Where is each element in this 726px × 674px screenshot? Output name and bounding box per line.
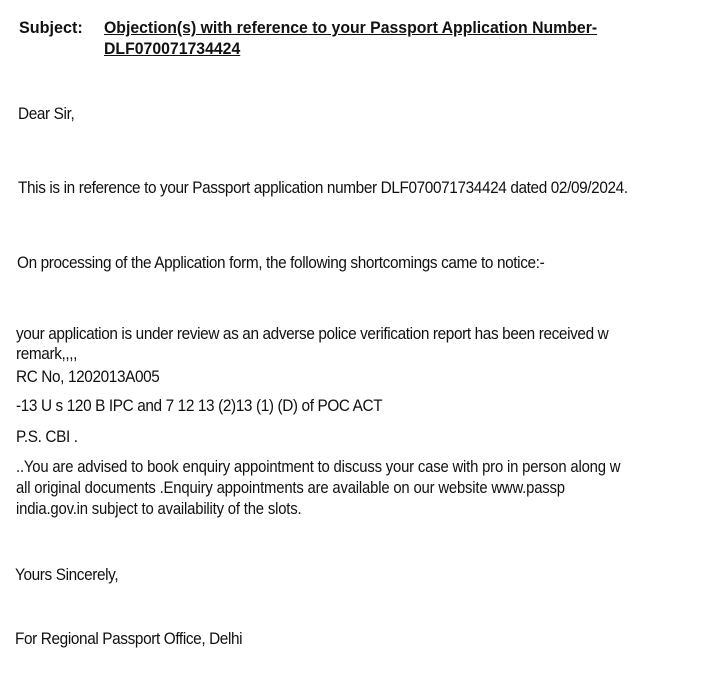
advice-line-2: all original documents .Enquiry appointments are available on our website www.passp xyxy=(16,479,565,497)
shortcoming-line-1: your application is under review as an adverse police verification report has been received w xyxy=(16,325,609,343)
advice-line-3: india.gov.in subject to availability of the slots. xyxy=(16,500,302,518)
reference-line: This is in reference to your Passport application number DLF070071734424 dated 02/09/2024. xyxy=(18,179,628,197)
shortcoming-line-2: remark,,,, xyxy=(16,345,78,363)
shortcoming-line-3: RC No, 1202013A005 xyxy=(16,368,160,386)
processing-line: On processing of the Application form, the following shortcomings came to notice:- xyxy=(17,254,545,272)
subject-line-2: DLF070071734424 xyxy=(104,39,241,58)
closing: Yours Sincerely, xyxy=(15,566,119,584)
signature: For Regional Passport Office, Delhi xyxy=(15,630,243,648)
shortcoming-line-4: -13 U s 120 B IPC and 7 12 13 (2)13 (1) (D) of POC ACT xyxy=(16,397,383,415)
advice-line-1: ..You are advised to book enquiry appointment to discuss your case with pro in person along w xyxy=(16,458,621,476)
subject-line-1: Objection(s) with reference to your Passport Application Number- xyxy=(104,18,598,37)
subject-label: Subject: xyxy=(19,18,83,37)
shortcoming-line-5: P.S. CBI . xyxy=(16,428,78,446)
salutation: Dear Sir, xyxy=(18,105,75,123)
